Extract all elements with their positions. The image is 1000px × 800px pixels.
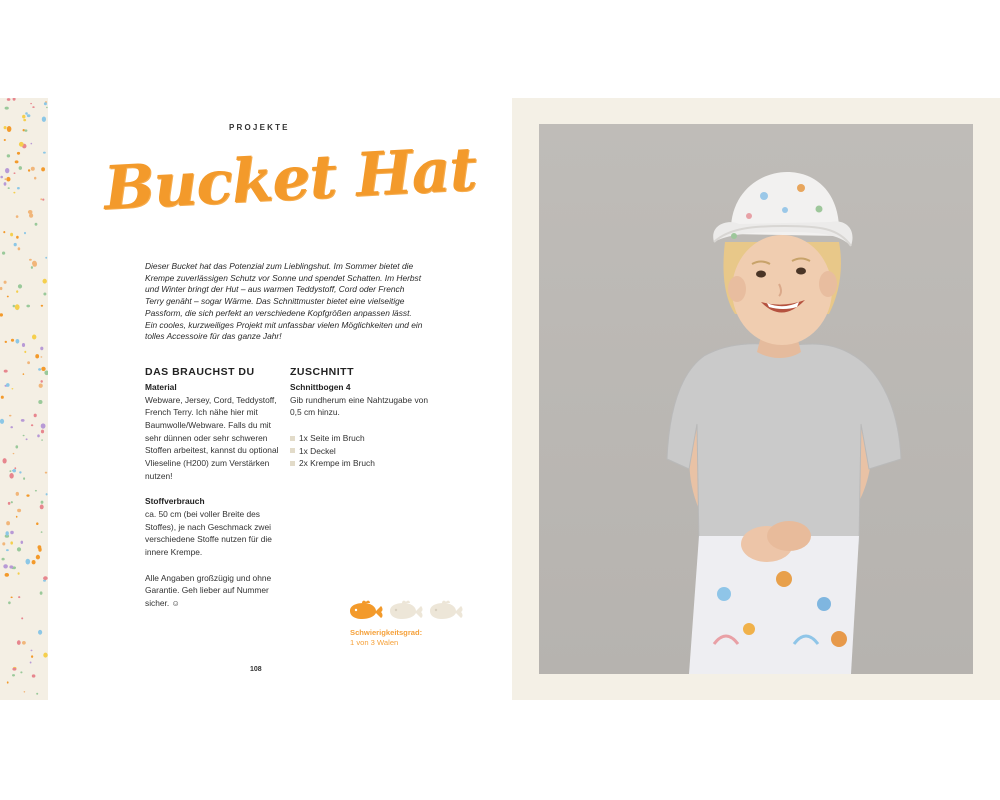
confetti-dot — [20, 671, 22, 673]
confetti-dot — [10, 426, 13, 428]
confetti-dot — [34, 414, 37, 418]
confetti-dot — [32, 106, 34, 108]
confetti-dot — [5, 178, 7, 180]
cut-column — [290, 366, 428, 470]
confetti-dot — [14, 243, 17, 246]
confetti-dot — [13, 98, 16, 101]
page-number: 108 — [250, 666, 262, 673]
square-bullet-icon — [290, 461, 295, 466]
confetti-dot — [38, 630, 42, 635]
confetti-dot — [6, 549, 9, 551]
confetti-dot — [40, 505, 44, 510]
confetti-dot — [44, 371, 48, 376]
confetti-dot — [10, 541, 13, 544]
confetti-dot — [4, 370, 8, 373]
square-bullet-icon — [290, 436, 295, 441]
confetti-dot — [31, 650, 33, 652]
confetti-dot — [9, 473, 13, 479]
confetti-dot — [6, 531, 9, 535]
confetti-dot — [31, 655, 33, 658]
confetti-dot — [5, 573, 9, 577]
confetti-dot — [39, 384, 43, 388]
confetti-dot — [16, 516, 18, 518]
confetti-dot — [26, 438, 28, 440]
confetti-dot — [25, 112, 28, 114]
confetti-dot — [9, 565, 13, 568]
confetti-dot — [16, 492, 19, 496]
consumption-text: ca. 50 cm (bei voller Breite des Stoffes), je nach Geschmack zwei verschiedene Stoffe nutzen für die innere Krempe. — [145, 508, 272, 558]
confetti-dot — [8, 187, 10, 189]
confetti-dot — [12, 470, 14, 471]
confetti-dot — [27, 114, 31, 117]
materials-column — [145, 366, 279, 610]
confetti-dot — [45, 472, 47, 474]
confetti-dot — [26, 559, 31, 565]
confetti-dot — [13, 305, 15, 308]
confetti-dot — [11, 597, 13, 599]
confetti-dot — [23, 373, 25, 375]
confetti-dot — [8, 502, 11, 505]
confetti-dot — [8, 601, 11, 604]
confetti-dot — [18, 596, 20, 598]
confetti-dot — [23, 477, 25, 480]
confetti-dot — [41, 501, 44, 504]
confetti-dot — [42, 199, 44, 201]
confetti-dot — [35, 490, 37, 492]
confetti-dot — [32, 560, 36, 564]
confetti-dot — [43, 293, 46, 296]
confetti-dot — [22, 343, 25, 347]
confetti-dot — [24, 232, 26, 234]
confetti-dot — [7, 681, 9, 683]
confetti-dot — [16, 339, 20, 344]
confetti-dot — [40, 591, 43, 594]
confetti-dot — [9, 470, 11, 472]
confetti-dot — [12, 388, 14, 389]
confetti-dot — [41, 167, 45, 171]
confetti-dot — [43, 576, 48, 580]
confetti-dot — [18, 572, 20, 575]
confetti-dot — [30, 662, 32, 664]
confetti-dot — [41, 423, 46, 428]
confetti-dot — [0, 419, 4, 424]
square-bullet-icon — [290, 448, 295, 453]
confetti-dot — [36, 555, 40, 560]
cut-list — [290, 432, 428, 470]
confetti-dot — [27, 361, 30, 364]
confetti-dot — [45, 257, 47, 259]
cut-heading: ZUSCHNITT — [290, 366, 354, 378]
confetti-dot — [28, 169, 30, 171]
whale-icon — [388, 600, 424, 620]
confetti-dot — [43, 279, 47, 284]
confetti-dot — [12, 674, 15, 676]
confetti-dot — [3, 231, 5, 233]
confetti-dot — [4, 281, 7, 284]
list-item: 2x Krempe im Bruch — [290, 457, 428, 470]
book-spread — [0, 98, 1000, 700]
confetti-dot — [37, 434, 40, 437]
confetti-dot — [36, 693, 38, 695]
confetti-dot — [38, 400, 42, 404]
confetti-dot — [23, 119, 26, 121]
confetti-dot — [6, 383, 10, 387]
confetti-dot — [38, 368, 41, 371]
confetti-dot — [16, 290, 18, 293]
confetti-dot — [35, 354, 39, 358]
confetti-dot — [34, 177, 36, 180]
left-page — [0, 98, 512, 700]
confetti-dot — [31, 143, 33, 145]
confetti-dot — [41, 430, 44, 434]
list-item: 1x Deckel — [290, 445, 428, 458]
confetti-dot — [1, 396, 4, 399]
confetti-dot — [42, 117, 46, 122]
confetti-dot — [21, 419, 25, 422]
confetti-dot — [32, 674, 36, 677]
confetti-dot — [32, 335, 36, 340]
confetti-dot — [16, 236, 19, 239]
confetti-dot — [2, 542, 5, 545]
confetti-dot — [3, 458, 7, 463]
list-item: 1x Seite im Bruch — [290, 432, 428, 445]
confetti-dot — [21, 541, 24, 544]
confetti-dot — [13, 453, 15, 454]
confetti-dot — [32, 261, 37, 266]
confetti-dot — [22, 641, 26, 645]
confetti-dot — [17, 547, 21, 551]
confetti-dot — [1, 558, 4, 561]
confetti-dot — [46, 107, 48, 108]
confetti-dot — [19, 471, 21, 473]
section-label: PROJEKTE — [229, 123, 290, 132]
confetti-dot — [15, 160, 19, 163]
confetti-dot — [3, 564, 8, 568]
difficulty-text — [350, 628, 422, 648]
confetti-dot — [31, 266, 33, 269]
confetti-dot — [14, 172, 16, 174]
confetti-dot — [12, 668, 16, 671]
confetti-dot — [4, 139, 6, 141]
disclaimer-note: Alle Angaben großzügig und ohne Garantie. Geh lieber auf Nummer sicher. ☺ — [145, 572, 272, 609]
confetti-dot — [7, 154, 10, 157]
confetti-dot — [10, 531, 14, 534]
confetti-dot — [29, 259, 32, 261]
pattern-sheet: Schnittbogen 4 — [290, 382, 351, 392]
confetti-dot — [0, 287, 2, 290]
confetti-dot — [24, 129, 27, 131]
confetti-dot — [41, 380, 43, 383]
confetti-dot — [6, 177, 10, 182]
confetti-dot — [30, 103, 32, 104]
confetti-dot — [26, 305, 30, 308]
confetti-dot — [24, 351, 26, 353]
confetti-dot — [17, 509, 21, 512]
confetti-dot — [41, 356, 43, 357]
material-text: Webware, Jersey, Cord, Teddystoff, French Terry. Ich nähe hier mit Baumwolle/Webware. Falls du mit sehr dünnen oder sehr schweren Stoffen arbeitest, kannst du optional Vlieseline (H200) zum Verstärken nutzen! — [145, 394, 279, 481]
confetti-dot — [15, 445, 18, 448]
confetti-dot — [19, 166, 22, 170]
confetti-dot — [41, 531, 43, 533]
confetti-dot — [7, 296, 9, 298]
confetti-dot — [43, 152, 46, 154]
confetti-dot — [40, 347, 43, 351]
confetti-dot — [22, 115, 25, 119]
confetti-dot — [5, 107, 9, 110]
confetti-dot — [7, 126, 12, 132]
material-heading: Material — [145, 382, 177, 392]
confetti-dot — [0, 313, 3, 316]
confetti-dot — [17, 187, 20, 189]
confetti-dot — [4, 182, 7, 186]
confetti-dot — [44, 102, 47, 105]
confetti-dot — [43, 653, 47, 658]
confetti-dot — [16, 215, 19, 218]
confetti-dot — [4, 126, 7, 129]
confetti-dot — [41, 367, 45, 371]
confetti-dot — [24, 691, 26, 693]
confetti-dot — [0, 176, 3, 179]
confetti-dot — [17, 152, 20, 155]
confetti-dot — [35, 223, 38, 226]
confetti-dot — [17, 640, 21, 645]
confetti-border — [0, 98, 48, 700]
confetti-dot — [23, 435, 25, 437]
confetti-dot — [18, 284, 22, 288]
intro-text: Dieser Bucket hat das Potenzial zum Lieblingshut. Im Sommer bietet die Krempe zuverlässigen Schutz vor Sonne und spendet Schatten. Im Herbst und Winter bringt der Hut – aus warmen Teddystoff, Cord oder French Terry genäht – sogar Wärme. Das Schnittmuster bietet eine vielseitige Passform, die sich perfekt an verschiedene Kopfgrößen anpassen lässt. Ein cooles, kurzweiliges Projekt mit unfassbar vielen Möglichkeiten und ein tolles Accessoire für das ganze Jahr! — [145, 261, 423, 342]
page-title: Bucket Hat — [102, 134, 478, 224]
confetti-dot — [18, 247, 21, 250]
right-page — [512, 98, 1000, 700]
difficulty-label: Schwierigkeitsgrad: — [350, 628, 423, 637]
confetti-dot — [19, 142, 24, 147]
confetti-dot — [21, 617, 23, 619]
confetti-dot — [15, 304, 20, 310]
confetti-dot — [40, 198, 42, 200]
confetti-dot — [5, 168, 9, 173]
seam-allowance: Gib rundherum eine Nahtzugabe von 0,5 cm hinzu. — [290, 394, 428, 418]
confetti-dot — [6, 521, 10, 525]
confetti-dot — [2, 252, 5, 255]
confetti-dot — [11, 501, 13, 503]
confetti-dot — [5, 341, 7, 343]
confetti-dot — [11, 339, 14, 342]
confetti-dot — [36, 522, 38, 525]
needs-heading: DAS BRAUCHST DU — [145, 366, 255, 378]
confetti-dot — [38, 545, 42, 549]
confetti-dot — [41, 439, 43, 440]
confetti-dot — [7, 98, 11, 101]
whale-icon — [428, 600, 464, 620]
confetti-dot — [26, 494, 29, 496]
confetti-dot — [13, 192, 15, 194]
confetti-dot — [9, 415, 12, 417]
confetti-dot — [46, 493, 48, 495]
confetti-dot — [31, 424, 33, 426]
difficulty-value: 1 von 3 Walen — [350, 638, 399, 647]
child-in-bucket-hat-photo — [539, 124, 973, 674]
confetti-dot — [10, 233, 13, 237]
confetti-dot — [31, 167, 35, 171]
confetti-dot — [28, 210, 33, 214]
confetti-dot — [41, 305, 43, 307]
confetti-dot — [14, 467, 16, 469]
consumption-heading: Stoffverbrauch — [145, 496, 205, 507]
whale-icon — [348, 600, 384, 620]
difficulty-rating — [348, 600, 464, 620]
